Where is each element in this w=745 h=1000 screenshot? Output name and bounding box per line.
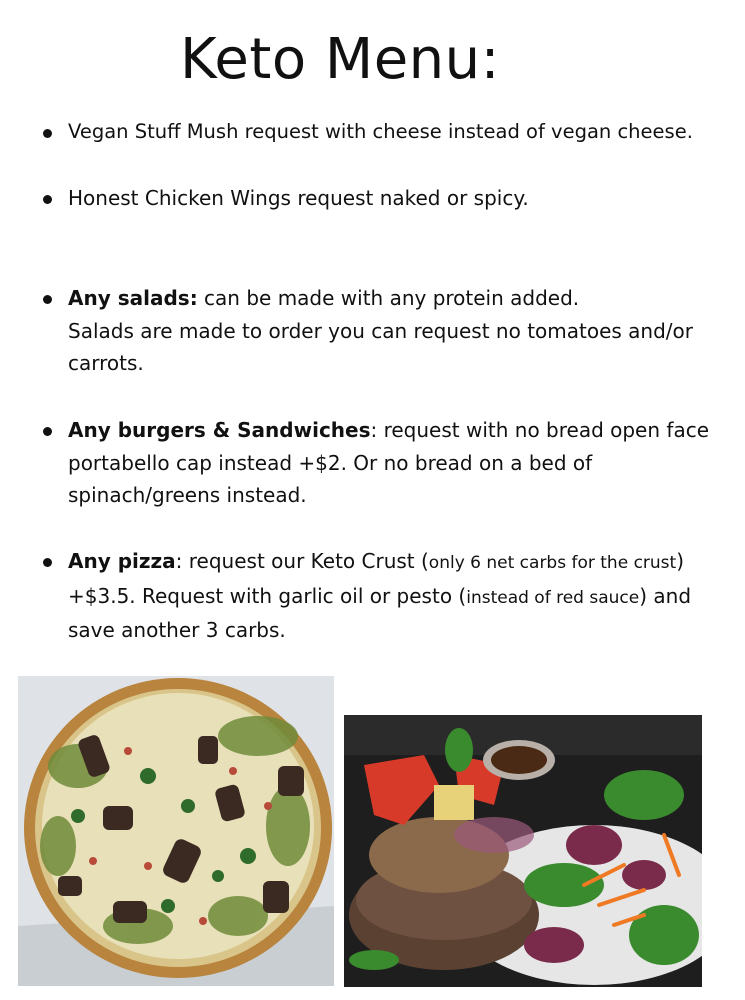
menu-item-text: [68, 282, 728, 380]
menu-item-heading: Any burgers & Sandwiches: [68, 418, 371, 442]
portobello-burger-salad-photo: [344, 715, 702, 987]
menu-item-desc: ) +$3.5. Request with garlic oil or pesto (: [68, 549, 685, 608]
keto-pizza-photo: [18, 676, 334, 986]
menu-item-desc-line1: can be made with any protein added.: [197, 286, 580, 310]
bullet-icon: [43, 558, 52, 567]
menu-item-desc: : request our Keto Crust (: [175, 549, 429, 573]
menu-item-heading: Any salads:: [68, 286, 198, 310]
menu-item-text: [68, 545, 728, 647]
bullet-icon: [43, 427, 52, 436]
bullet-icon: [43, 129, 52, 138]
menu-item-heading: Any pizza: [68, 549, 176, 573]
page-title: Keto Menu:: [179, 27, 501, 92]
menu-item-text: [68, 414, 728, 512]
menu-item-desc: ) and save another 3 carbs.: [68, 583, 692, 642]
menu-item-desc: : request with no bread open face portabello cap instead +$2. Or no bread on a bed of spinach/greens instead.: [68, 418, 709, 507]
menu-item-text: Vegan Stuff Mush request with cheese instead of vegan cheese.: [68, 120, 693, 143]
bullet-icon: [43, 195, 52, 204]
menu-item-text: Honest Chicken Wings request naked or spicy.: [68, 186, 529, 210]
sauce-note: instead of red sauce: [466, 587, 640, 608]
bullet-icon: [43, 295, 52, 304]
menu-item-desc-line2: Salads are made to order you can request no tomatoes and/or carrots.: [68, 318, 693, 375]
carb-note: only 6 net carbs for the crust: [428, 553, 677, 573]
